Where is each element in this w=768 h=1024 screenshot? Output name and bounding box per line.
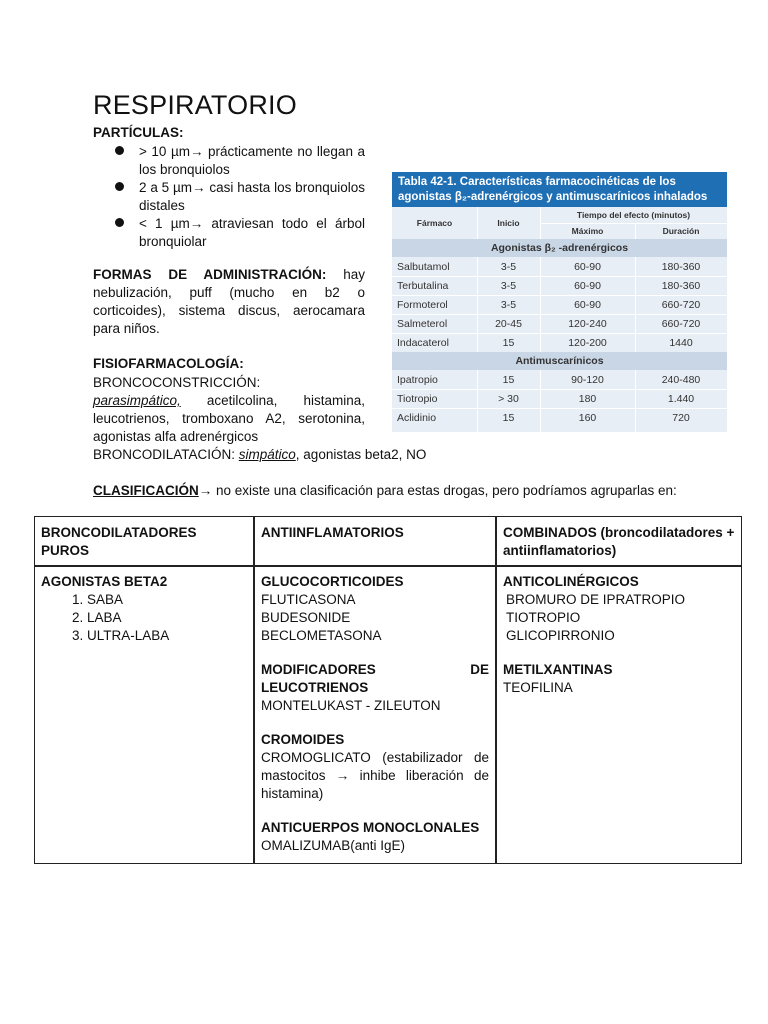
broncodilatacion-text: BRONCODILATACIÓN: simpático, agonistas beta2, NO xyxy=(93,447,427,462)
particulas-list xyxy=(93,143,365,251)
cromoides-text: CROMOGLICATO (estabilizador de mastocitos → inhibe liberación de histamina) xyxy=(261,750,489,801)
metilxantinas-heading: METILXANTINAS xyxy=(503,662,613,677)
table-cell-antiinflamatorios xyxy=(261,573,489,855)
pk-grid-line xyxy=(392,276,727,277)
pk-grid-line xyxy=(477,207,478,239)
pk-cell: 1.440 xyxy=(667,392,695,405)
list-item: > 10 µm→ prácticamente no llegan a los bronquiolos xyxy=(93,143,365,179)
list-item: GLICOPIRRONIO xyxy=(506,628,615,643)
pk-cell: 180-360 xyxy=(661,279,701,292)
pk-grid-line xyxy=(392,333,727,334)
list-item: < 1 µm→ atraviesan todo el árbol bronquiolar xyxy=(93,215,365,251)
pk-cell: 120-240 xyxy=(568,317,607,330)
modificadores-heading: MODIFICADORES DE LEUCOTRIENOS xyxy=(261,662,489,695)
table-cell-broncodilatadores xyxy=(41,573,246,645)
pk-header-maximo: Máximo xyxy=(571,226,604,236)
list-item: BROMURO DE IPRATROPIO xyxy=(506,592,686,607)
pk-grid-line xyxy=(392,389,727,390)
agonistas-beta2-heading: AGONISTAS BETA2 xyxy=(41,574,168,589)
pk-cell: 120-200 xyxy=(568,336,607,349)
pk-cell: Salbutamol xyxy=(397,260,450,273)
list-item: BUDESONIDE xyxy=(261,610,351,625)
particulas-heading: PARTÍCULAS: xyxy=(93,125,184,140)
pk-grid-line xyxy=(540,257,541,352)
page-title: RESPIRATORIO xyxy=(93,90,297,120)
metilxantinas-text: TEOFILINA xyxy=(503,680,573,695)
formas-heading: FORMAS DE ADMINISTRACIÓN: xyxy=(93,267,327,282)
fisio-heading: FISIOFARMACOLOGÍA: xyxy=(93,356,244,371)
broncoconstriccion-label: BRONCOCONSTRICCIÓN: xyxy=(93,375,261,390)
pk-cell: 3-5 xyxy=(500,260,517,273)
anticolinergicos-heading: ANTICOLINÉRGICOS xyxy=(503,574,639,589)
pk-grid-line xyxy=(635,257,636,352)
table-row-divider xyxy=(35,565,741,567)
classification-table xyxy=(34,516,742,864)
pk-cell: 660-720 xyxy=(661,317,701,330)
pk-cell: Terbutalina xyxy=(397,279,449,292)
pk-grid-line xyxy=(635,370,636,432)
cromoides-heading: CROMOIDES xyxy=(261,732,345,747)
glucocorticoides-heading: GLUCOCORTICOIDES xyxy=(261,574,404,589)
pk-grid-line xyxy=(540,223,727,224)
bullet-icon xyxy=(115,182,124,191)
pk-cell: 160 xyxy=(578,411,597,424)
anticuerpos-heading: ANTICUERPOS MONOCLONALES xyxy=(261,820,480,835)
pk-cell: Salmeterol xyxy=(397,317,448,330)
anticuerpos-text: OMALIZUMAB(anti IgE) xyxy=(261,838,406,853)
list-item: BECLOMETASONA xyxy=(261,628,382,643)
pk-cell: Ipatropio xyxy=(397,373,438,386)
list-item: 3. ULTRA-LABA xyxy=(87,627,246,645)
table-col-divider xyxy=(495,517,497,863)
pk-cell: 60-90 xyxy=(574,279,601,292)
pk-cell: 1440 xyxy=(669,336,693,349)
pk-grid-line xyxy=(392,408,727,409)
pk-header-duracion: Duración xyxy=(662,226,700,236)
clasificacion-heading: CLASIFICACIÓN xyxy=(93,483,199,498)
pk-cell: Aclidinio xyxy=(397,411,437,424)
broncoconstriccion-text: parasimpático, acetilcolina, histamina, leucotrienos, tromboxano A2, serotonina, agonistas alfa adrenérgicos xyxy=(93,393,365,444)
list-item: 1. SABA xyxy=(87,591,246,609)
pk-cell: Indacaterol xyxy=(397,336,449,349)
pk-group-antimuscarinicos: Antimuscarínicos xyxy=(392,352,727,370)
list-item: 2. LABA xyxy=(87,609,246,627)
bullet-icon xyxy=(115,218,124,227)
pk-table-title: Tabla 42-1. Características farmacocinéticas de los agonistas β₂-adrenérgicos y antimuscarínicos inhalados xyxy=(392,172,727,207)
pk-cell: 180 xyxy=(578,392,597,405)
pk-cell: 15 xyxy=(502,336,515,349)
pk-header-tiempo: Tiempo del efecto (minutos) xyxy=(576,210,691,220)
pharmacokinetics-table-image xyxy=(392,172,727,432)
pk-cell: 90-120 xyxy=(571,373,604,386)
list-item: 2 a 5 µm→ casi hasta los bronquiolos distales xyxy=(93,179,365,215)
pk-grid-line xyxy=(392,314,727,315)
table-header-antiinflamatorios: ANTIINFLAMATORIOS xyxy=(261,525,404,540)
clasificacion-paragraph: CLASIFICACIÓN→ no existe una clasificación para estas drogas, pero podríamos agruparlas en: xyxy=(93,483,677,498)
pk-cell: 3-5 xyxy=(500,279,517,292)
pk-cell: Tiotropio xyxy=(397,392,438,405)
pk-grid-line xyxy=(635,223,636,239)
pk-grid-line xyxy=(477,257,478,352)
list-item: FLUTICASONA xyxy=(261,592,356,607)
bullet-icon xyxy=(115,146,124,155)
pk-grid-line xyxy=(392,295,727,296)
pk-cell: 660-720 xyxy=(661,298,701,311)
pk-cell: 60-90 xyxy=(574,298,601,311)
pk-header-inicio: Inicio xyxy=(497,218,520,228)
list-item: TIOTROPIO xyxy=(506,610,581,625)
formas-paragraph: FORMAS DE ADMINISTRACIÓN: hay nebulización, puff (mucho en b2 o corticoides), sistema discus, aerocamara para niños. xyxy=(93,267,365,336)
table-cell-combinados xyxy=(503,573,737,697)
pk-grid-line xyxy=(540,370,541,432)
pk-cell: 60-90 xyxy=(574,260,601,273)
modificadores-text: MONTELUKAST - ZILEUTON xyxy=(261,698,441,713)
pk-cell: > 30 xyxy=(498,392,519,405)
pk-cell: Formoterol xyxy=(397,298,448,311)
pk-cell: 3-5 xyxy=(500,298,517,311)
pk-cell: 15 xyxy=(502,411,515,424)
table-header-broncodilatadores: BRONCODILATADORES PUROS xyxy=(41,525,197,558)
pk-cell: 240-480 xyxy=(661,373,701,386)
pk-group-agonistas: Agonistas β₂ -adrenérgicos xyxy=(392,239,727,257)
pk-header-farmaco: Fármaco xyxy=(416,218,453,228)
pk-cell: 180-360 xyxy=(661,260,701,273)
table-header-combinados: COMBINADOS (broncodilatadores + antiinflamatorios) xyxy=(503,525,735,558)
pk-grid-line xyxy=(477,370,478,432)
pk-cell: 15 xyxy=(502,373,515,386)
table-col-divider xyxy=(253,517,255,863)
pk-cell: 720 xyxy=(672,411,690,424)
agonistas-beta2-list xyxy=(41,591,246,645)
pk-cell: 20-45 xyxy=(495,317,522,330)
